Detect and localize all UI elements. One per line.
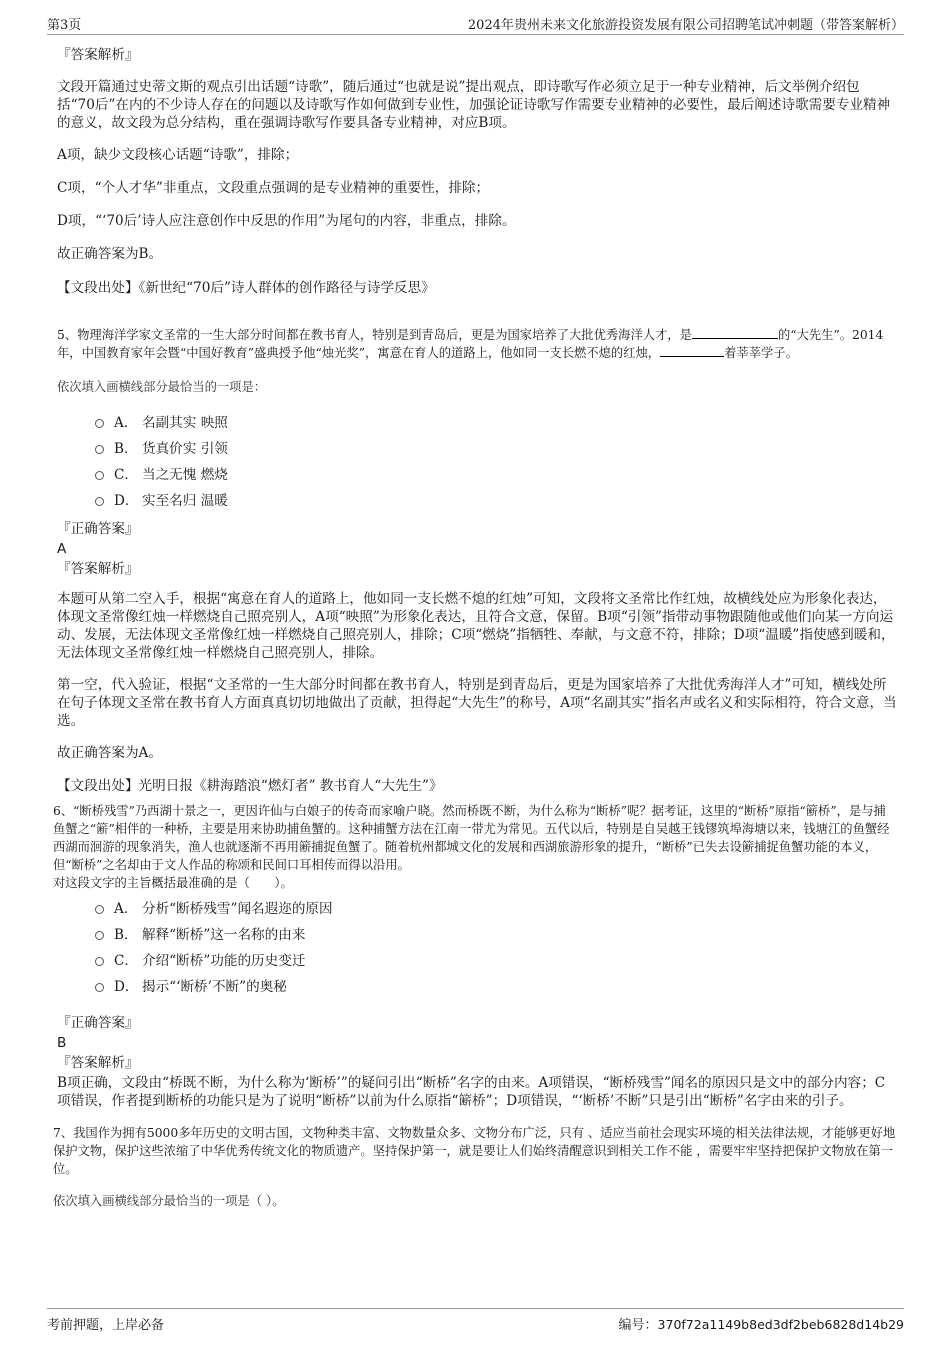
page-header [47,12,904,35]
document-title: 2024年贵州未来文化旅游投资发展有限公司招聘笔试冲刺题（带答案解析） [467,18,904,33]
radio-icon[interactable] [95,445,104,454]
correct-answer: B [57,1035,67,1051]
question-stem: 5、物理海洋学家文圣常的一生大部分时间都在教书育人，特别是到青岛后，更是为国家培养了大批优秀海洋人才，是 的“大先生”。2014年，中国教育家年会暨“中国好教育”盛典授予他“烛光奖”，寓意在育人的道路上，他如同一支长燃不熄的红烛， 着莘莘学子。 [57,328,884,360]
option-list [95,894,897,998]
source-citation: 【文段出处】《新世纪“70后”诗人群体的创作路径与诗学反思》 [57,280,435,296]
radio-icon[interactable] [95,419,104,428]
analysis-label: 『答案解析』 [57,561,139,577]
radio-icon[interactable] [95,983,104,992]
option-a[interactable]: A． 名副其实 映照 [95,408,897,434]
footer-slogan: 考前押题，上岸必备 [47,1318,165,1333]
question-stem: 6、“断桥残雪”乃西湖十景之一，更因许仙与白娘子的传奇而家喻户晓。然而桥既不断，为什么称为“断桥”呢？据考证，这里的“断桥”原指“簖桥”，是与捕鱼蟹之“簖”相伴的一种桥，主要是用来协助捕鱼蟹的。这种捕蟹方法在江南一带尤为常见。五代以后，特别是自吴越王钱镠筑埠海塘以来，钱塘江的鱼蟹经西湖而洄游的现象消失，渔人也就逐渐不再用簖捕捉鱼蟹了。随着杭州都城文化的发展和西湖旅游形象的提升，“断桥”已失去设簖捕捉鱼蟹功能的本义，但“断桥”之名却由于文人作品的称颂和民间口耳相传而得以沿用。 [53,804,890,872]
option-d[interactable]: D． 揭示“‘断桥’不断”的奥秘 [95,972,897,998]
correct-answer-label: 『正确答案』 [57,521,139,537]
option-d[interactable]: D． 实至名归 温暖 [95,486,897,512]
analysis-paragraph: 本题可从第二空入手，根据“寓意在育人的道路上，他如同一支长燃不熄的红烛”可知，文段将文圣常比作红烛，故横线处应为形象化表达，体现文圣常像红烛一样燃烧自己照亮别人，A项“映照”为形象化表达，且符合文意，保留。B项“引领”指带动事物跟随他或他们向某一方向运动、发展，无法体现文圣常像红烛一样燃烧自己照亮别人，排除；C项“燃烧”指牺牲、奉献，与文意不符，排除；D项“温暖”指使感到暖和，无法体现文圣常像红烛一样燃烧自己照亮别人，排除。 [57,591,895,661]
radio-icon[interactable] [95,905,104,914]
answer-conclusion: 故正确答案为B。 [57,246,163,262]
question-stem: 7、我国作为拥有5000多年历史的文明古国，文物种类丰富、文物数量众多、文物分布广泛，只有 、适应当前社会现实环境的相关法律法规，才能够更好地保护文物，保护这些浓缩了中华优秀传统文化的物质遗产。坚持保护第一，就是要让人们始终清醒意识到相关工作不能 ，需要牢牢坚持把保护文物放在第一位。 [53,1126,896,1176]
question-prompt: 对这段文字的主旨概括最准确的是（ ）。 [53,876,293,890]
analysis-label: 『答案解析』 [57,1055,139,1071]
option-a[interactable]: A． 分析“断桥残雪”闻名遐迩的原因 [95,894,897,920]
radio-icon[interactable] [95,931,104,940]
page-content [53,42,897,1210]
fill-blank [692,326,778,339]
analysis-paragraph: C项，“个人才华”非重点，文段重点强调的是专业精神的重要性，排除； [57,180,490,196]
option-c[interactable]: C． 当之无愧 燃烧 [95,460,897,486]
option-b[interactable]: B． 货真价实 引领 [95,434,897,460]
question-prompt: 依次填入画横线部分最恰当的一项是（ ）。 [53,1194,285,1208]
option-b[interactable]: B． 解释“断桥”这一名称的由来 [95,920,897,946]
analysis-paragraph: A项，缺少文段核心话题“诗歌”，排除； [57,147,299,163]
page-footer [47,1308,904,1333]
page-number: 第3页 [47,18,82,33]
correct-answer: A [57,541,67,557]
analysis-paragraph: 文段开篇通过史蒂文斯的观点引出话题“诗歌”，随后通过“也就是说”提出观点，即诗歌写作必须立足于一种专业精神，后文举例介绍包括“70后”在内的不少诗人存在的问题以及诗歌写作如何做到专业性，加强论证诗歌写作需要专业精神的必要性，最后阐述诗歌需要专业精神的意义，故文段为总分结构，重在强调诗歌写作要具备专业精神，对应B项。 [57,79,891,131]
correct-answer-label: 『正确答案』 [57,1015,139,1031]
analysis-paragraph: D项，“‘70后’诗人应注意创作中反思的作用”为尾句的内容，非重点，排除。 [57,213,516,229]
analysis-label: 『答案解析』 [57,47,139,63]
radio-icon[interactable] [95,957,104,966]
analysis-paragraph: 第一空，代入验证，根据“文圣常的一生大部分时间都在教书育人，特别是到青岛后，更是为国家培养了大批优秀海洋人才”可知，横线处所在句子体现文圣常在教书育人方面真真切切地做出了贡献，担得起“大先生”的称号，A项“名副其实”指名声或名义和实际相符，符合文意，当选。 [57,677,897,729]
fill-blank [660,344,724,357]
source-citation: 【文段出处】光明日报《耕海踏浪“燃灯者” 教书育人“大先生”》 [57,778,443,794]
document-code: 编号：370f72a1149b8ed3df2beb6828d14b29 [618,1317,904,1333]
option-c[interactable]: C． 介绍“断桥”功能的历史变迁 [95,946,897,972]
radio-icon[interactable] [95,471,104,480]
analysis-paragraph: B项正确，文段由“桥既不断，为什么称为‘断桥’”的疑问引出“断桥”名字的由来。A项错误，“断桥残雪”闻名的原因只是文中的部分内容；C项错误，作者提到断桥的功能只是为了说明“断桥”以前为什么原指“簖桥”；D项错误，“‘断桥’不断”只是引出“断桥”名字由来的引子。 [57,1075,886,1109]
option-list [95,408,897,512]
question-prompt: 依次填入画横线部分最恰当的一项是： [57,380,267,394]
answer-conclusion: 故正确答案为A。 [57,745,162,761]
radio-icon[interactable] [95,497,104,506]
